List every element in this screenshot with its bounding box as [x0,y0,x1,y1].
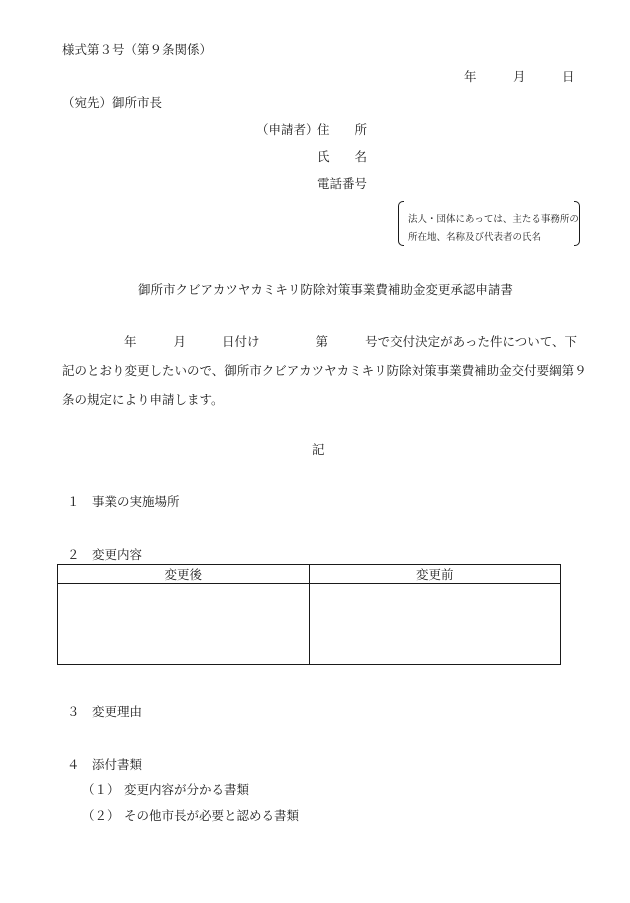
change-content-table [57,564,561,665]
section-1-heading: １ 事業の実施場所 [67,494,180,509]
date-year-label: 年 [464,69,477,84]
document-title: 御所市クビアカツヤカミキリ防除対策事業費補助金変更承認申請書 [138,282,513,297]
attachment-2-text: その他市長が必要と認める書類 [124,808,300,823]
corporate-note-line1: 法人・団体にあっては、主たる事務所の [408,214,579,225]
body-number-prefix: 第 [315,334,329,349]
cell-after [58,584,310,665]
section-4-heading: ４ 添付書類 [67,757,143,772]
body-month: 月 [173,334,187,349]
attachment-1-number: （１） [82,782,120,797]
note-bracket-right [574,201,580,246]
applicant-phone-label: 電話番号 [317,176,368,191]
date-month-label: 月 [513,69,526,84]
form-number: 様式第３号（第９条関係） [62,42,213,57]
body-date-suffix: 日付け [222,334,260,349]
corporate-note [398,201,580,246]
section-3-heading: ３ 変更理由 [67,704,143,719]
body-line-3: 条の規定により申請します。 [62,392,224,407]
attachment-2-number: （２） [82,808,120,823]
applicant-label: （申請者） [256,122,319,137]
body-line-2: 記のとおり変更したいので、御所市クビアカツヤカミキリ防除対策事業費補助金交付要綱第９ [62,363,587,378]
applicant-name-label: 氏 名 [317,149,368,164]
body-year: 年 [124,334,137,349]
date-day-label: 日 [562,69,575,84]
body-paragraph [62,327,587,414]
header-after: 変更後 [58,565,310,584]
ki-marker: 記 [312,442,325,457]
attachment-1-text: 変更内容が分かる書類 [124,782,250,797]
header-before: 変更前 [309,565,561,584]
applicant-address-label: 住 所 [317,122,368,137]
body-line1-tail: 号で交付決定があった件について、下 [365,334,577,349]
body-line-1 [62,327,577,356]
table-header-row [58,565,561,584]
addressee: （宛先）御所市長 [62,95,163,110]
note-bracket-left [398,201,404,246]
table-row [58,584,561,665]
corporate-note-line2: 所在地、名称及び代表者の氏名 [408,232,542,243]
cell-before [309,584,561,665]
section-2-heading: ２ 変更内容 [67,547,143,562]
